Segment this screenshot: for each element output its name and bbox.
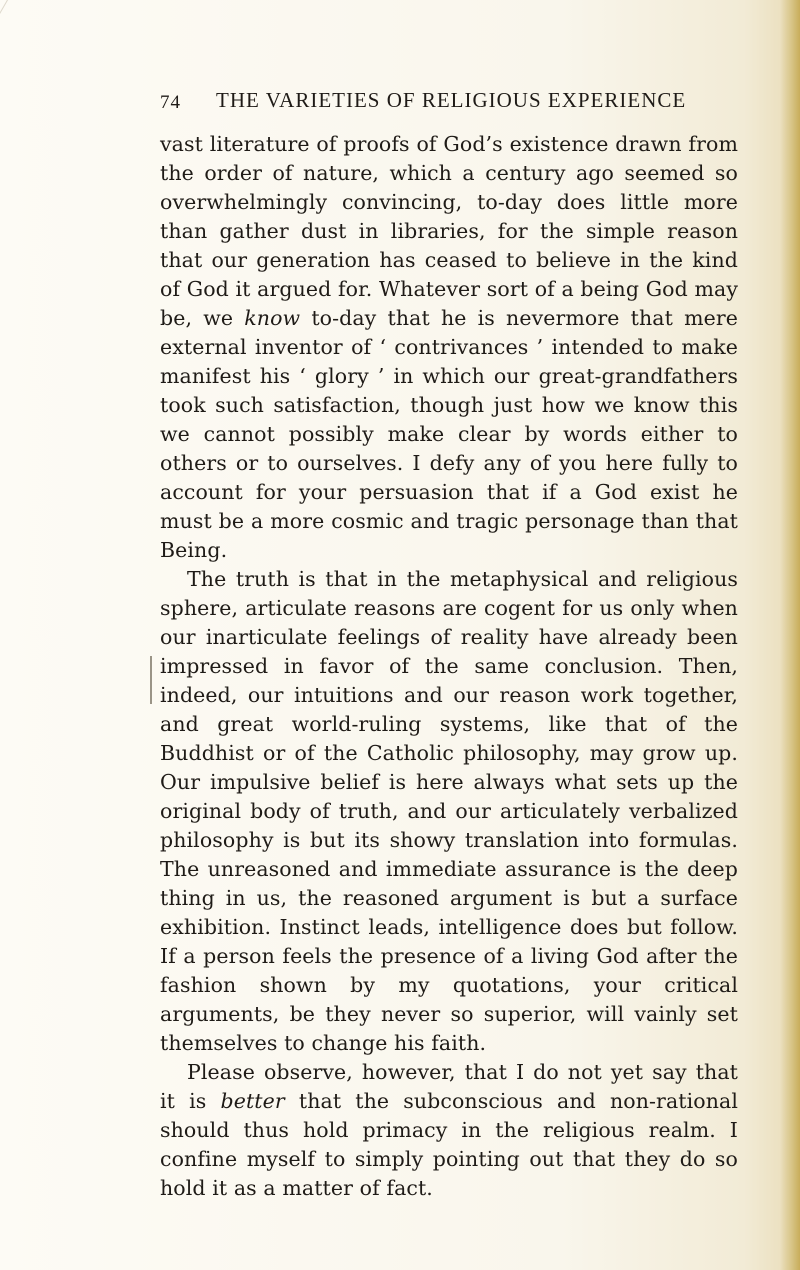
page-number: 74 — [160, 92, 181, 113]
body-text — [160, 130, 738, 1203]
paragraph-2 — [160, 565, 738, 1058]
margin-pencil-mark — [150, 656, 152, 704]
italic-word-know: know — [244, 306, 301, 330]
italic-word-better: better — [220, 1089, 285, 1113]
text-run: to-day that he is nevermore that mere external inventor of ‘ contrivances ’ intended to make manifest his ‘ glory ’ in which our great-grandfathers took such satisfaction, though just how we know this we cannot possibly make clear by words either to others or to ourselves. I defy any of you here fully to account for your persuasion that if a God exist he must be a more cosmic and tragic personage than that Being. — [160, 306, 739, 562]
running-title: THE VARIETIES OF RELIGIOUS EXPERIENCE — [216, 88, 687, 112]
text-run: The truth is that in the metaphysical and religious sphere, articulate reasons are cogent for us only when our inarticulate feelings of reality have already been impressed in favor of the same conclusion. Then, indeed, our intuitions and our reason work together, and great world-ruling systems, like that of the Buddhist or of the Catholic philosophy, may grow up. Our impulsive belief is here always what sets up the original body of truth, and our articulately verbalized philosophy is but its showy translation into formulas. The unreasoned and immediate assurance is the deep thing in us, the reasoned argument is but a surface exhibition. Instinct leads, intelligence does but follow. If a person feels the presence of a living God after the fashion shown by my quotations, your critical arguments, be they never so superior, will vainly set themselves to change his faith. — [160, 567, 738, 1055]
page-fold-crease — [0, 0, 68, 68]
paragraph-1 — [160, 130, 738, 565]
text-run: Please observe, however, that I do not yet say that it is — [160, 1060, 738, 1113]
running-head — [160, 88, 720, 122]
paragraph-3 — [160, 1058, 738, 1203]
page-edge-discoloration — [780, 0, 800, 1270]
text-run: that the subconscious and non-rational should thus hold primacy in the religious realm. I confine myself to simply pointing out that they do so hold it as a matter of fact. — [160, 1089, 738, 1200]
text-run: vast literature of proofs of God’s existence drawn from the order of nature, which a century ago seemed so overwhelmingly convincing, to-day does little more than gather dust in libraries, for the simple reason that our generation has ceased to believe in the kind of God it argued for. Whatever sort of a being God may be, we — [160, 132, 738, 330]
